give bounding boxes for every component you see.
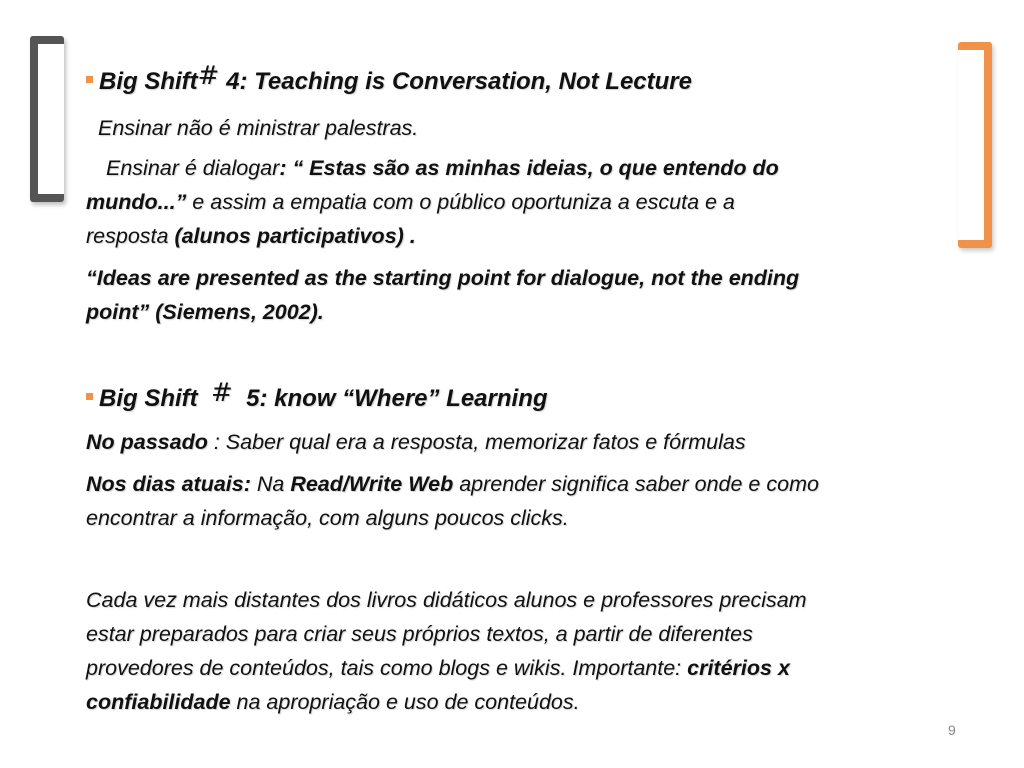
section1-title-a: Big Shift: [99, 68, 198, 95]
paragraph-line4: [86, 685, 580, 719]
section2-title-b: 5: know “Where” Learning: [246, 385, 548, 412]
left-bracket-decoration: [30, 36, 64, 202]
past-label: No passado: [86, 430, 208, 454]
now-label: Nos dias atuais:: [86, 472, 251, 496]
bullet-icon: [86, 393, 93, 400]
section1-line2-b: : “ Estas são as minhas ideias, o que entendo do: [279, 156, 779, 180]
section1-heading: [86, 61, 692, 99]
right-bracket-decoration: [958, 42, 992, 248]
now-line1: [86, 467, 819, 501]
now-line2: encontrar a informação, com alguns poucos clicks.: [86, 506, 569, 530]
now-text-a: Na: [250, 472, 291, 496]
hash-symbol: #: [197, 61, 220, 91]
section1-line4: [86, 219, 416, 253]
section2-title-a: Big Shift: [99, 385, 198, 412]
section1-line2-a: Ensinar é dialogar: [106, 156, 280, 180]
siemens-quote-line1: “Ideas are presented as the starting point for dialogue, not the ending: [86, 266, 800, 290]
paragraph-line4-b: na apropriação e uso de conteúdos.: [230, 690, 580, 714]
section1-line3-a: mundo...”: [86, 190, 187, 214]
criterios-x: critérios x: [687, 656, 790, 680]
read-write-web: Read/Write Web: [290, 472, 454, 496]
section1-line1: Ensinar não é ministrar palestras.: [98, 116, 419, 140]
confiabilidade: confiabilidade: [86, 690, 231, 714]
section2-heading: [86, 378, 548, 416]
bullet-icon: [86, 76, 93, 83]
page-number: 9: [948, 722, 956, 738]
past-text: : Saber qual era a resposta, memorizar fatos e fórmulas: [207, 430, 746, 454]
siemens-quote-line2: point” (Siemens, 2002).: [86, 300, 324, 324]
hash-symbol: #: [211, 378, 233, 408]
section1-line2: [106, 151, 779, 185]
section1-title-b: 4: Teaching is Conversation, Not Lecture: [226, 68, 692, 95]
section1-line3: [86, 185, 735, 219]
section1-line4-a: resposta: [86, 224, 175, 248]
section1-line3-b: e assim a empatia com o público oportuniza a escuta e a: [186, 190, 735, 214]
past-line: [86, 425, 746, 459]
paragraph-line3: [86, 651, 790, 685]
section1-line4-b: (alunos participativos) .: [174, 224, 416, 248]
now-text-c: aprender significa saber onde e como: [453, 472, 819, 496]
paragraph-line2: estar preparados para criar seus próprios textos, a partir de diferentes: [86, 622, 753, 646]
paragraph-line3-a: provedores de conteúdos, tais como blogs e wikis. Importante:: [86, 656, 688, 680]
paragraph-line1: Cada vez mais distantes dos livros didáticos alunos e professores precisam: [86, 588, 807, 612]
